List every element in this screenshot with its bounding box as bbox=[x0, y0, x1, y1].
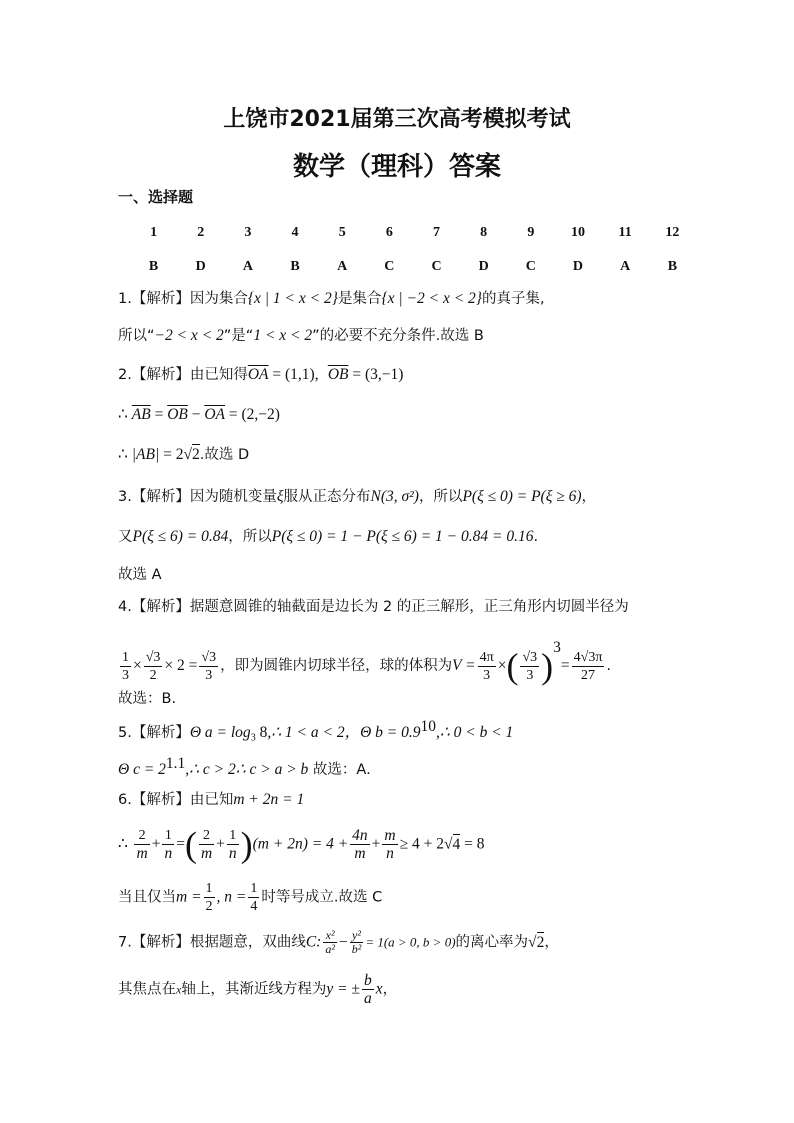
q6-frac2: $\frac{1}{n}$ bbox=[164, 828, 173, 862]
q1-l2-text3: ”的必要不充分条件.故选 B bbox=[312, 328, 484, 344]
answer-letter-6: C bbox=[384, 259, 395, 274]
q6-l3-n: , n = bbox=[216, 888, 247, 906]
q5-math1c: ,∴ 1 < a < 2 bbox=[267, 723, 345, 741]
answer-letter-11: A bbox=[620, 259, 631, 274]
q7-c: C: bbox=[305, 933, 322, 951]
q2-vector-ob: $\overline{OB}$ bbox=[327, 366, 349, 383]
q2-ob-value: = (3,−1) bbox=[348, 366, 404, 383]
q5-log-base: 3 bbox=[250, 732, 256, 744]
q6-l3-frac2: $\frac{1}{4}$ bbox=[250, 881, 258, 914]
answer-number-7: 7 bbox=[433, 225, 441, 240]
answer-number-8: 8 bbox=[480, 225, 488, 240]
answer-number-1: 1 bbox=[150, 225, 158, 240]
q6-tail: ≥ 4 + 2 bbox=[399, 835, 444, 853]
answer-number-5: 5 bbox=[338, 225, 346, 240]
answer-number-11: 11 bbox=[618, 225, 632, 240]
q1-l2-text2: ”是“ bbox=[223, 328, 254, 344]
q1-set-b: {x | −2 < x < 2} bbox=[381, 290, 482, 307]
q6-frac3: $\frac{2}{m}$ bbox=[200, 828, 213, 862]
q2-text: 由已知得 bbox=[189, 367, 248, 383]
answer-number-12: 12 bbox=[665, 225, 680, 240]
q5-l2-math2: ,∴ c > 2∴ c > a > b bbox=[185, 760, 309, 778]
q6-line2 bbox=[118, 824, 718, 867]
q4-times2: × 2 = bbox=[164, 657, 198, 674]
q3-line2 bbox=[118, 527, 718, 547]
q6-l3-text2: 时等号成立.故选 C bbox=[261, 889, 383, 906]
answer-letter-9: C bbox=[525, 259, 536, 274]
answer-letter-12: B bbox=[667, 259, 678, 274]
q3-l2-math1: P(ξ ≤ 6) = 0.84 bbox=[132, 528, 229, 545]
q5-exp: 10 bbox=[420, 718, 436, 735]
q6-eq1: = bbox=[176, 835, 185, 853]
q6-line1 bbox=[118, 790, 718, 810]
q3-text4: ， bbox=[581, 489, 597, 505]
q3-label: 3.【解析】 bbox=[118, 489, 190, 505]
q3-text2: 服从正态分布 bbox=[283, 489, 371, 505]
q2-therefore: ∴ bbox=[118, 406, 132, 423]
q6-text1: 由已知 bbox=[189, 792, 234, 808]
q2-sqrt-arg: 2 bbox=[191, 446, 200, 463]
q6-plus2: + bbox=[216, 835, 225, 853]
q7-l2-x: x bbox=[176, 982, 182, 997]
answer-letter-10: D bbox=[572, 259, 584, 274]
q3-dist: N(3, σ²) bbox=[370, 488, 419, 505]
q5-math2: ，Θ b = 0.9 bbox=[344, 723, 421, 741]
q5-line2 bbox=[118, 754, 718, 780]
q6-plus3: + bbox=[371, 835, 381, 853]
q4-frac5: $\frac{√3}{3}$ bbox=[522, 649, 538, 683]
sqrt-icon: √ bbox=[183, 446, 192, 463]
answer-letter-3: A bbox=[242, 259, 253, 274]
answer-number-3: 3 bbox=[244, 225, 252, 240]
q7-text3: ， bbox=[544, 934, 559, 951]
q6-therefore: ∴ bbox=[118, 835, 128, 853]
exam-title: 上饶市2021届第三次高考模拟考试 bbox=[223, 107, 571, 132]
q1-l2-text1: 所以“ bbox=[118, 328, 155, 344]
q7-label: 7.【解析】 bbox=[118, 934, 190, 951]
q6-plus: + bbox=[151, 835, 161, 853]
q4-frac1: $\frac{1}{3}$ bbox=[122, 649, 129, 683]
q4-frac3: $\frac{√3}{3}$ bbox=[201, 649, 217, 683]
left-paren-icon: ( bbox=[184, 824, 197, 865]
q3-l2-text2: ，所以 bbox=[228, 529, 272, 545]
answer-number-9: 9 bbox=[527, 225, 535, 240]
q4-times: × bbox=[133, 657, 142, 674]
q4-v: V = bbox=[452, 657, 476, 674]
exam-subtitle: 数学（理科）答案 bbox=[292, 152, 501, 182]
answer-number-2: 2 bbox=[197, 225, 205, 240]
q4-times3: × bbox=[497, 657, 507, 674]
q5-l2-math: Θ c = 2 bbox=[118, 760, 166, 778]
q6-l3-text1: 当且仅当 bbox=[118, 889, 176, 906]
q7-line2 bbox=[118, 972, 718, 1012]
q7-line1 bbox=[118, 929, 718, 965]
q5-math1: Θ a = log bbox=[189, 723, 251, 741]
q3-l2-math2: P(ξ ≤ 0) = 1 − P(ξ ≤ 6) = 1 − 0.84 = 0.16 bbox=[271, 528, 534, 545]
q1-label: 1.【解析】 bbox=[118, 291, 190, 307]
q4-line3: 故选：B. bbox=[118, 691, 177, 707]
q1-line2 bbox=[118, 326, 718, 346]
q5-l2-exp: 1.1 bbox=[165, 755, 186, 772]
q2-line3 bbox=[118, 445, 718, 465]
answer-number-6: 6 bbox=[385, 225, 393, 240]
answer-table-numbers-row bbox=[130, 222, 696, 244]
q4-eq: = bbox=[560, 657, 570, 674]
q2-line1 bbox=[118, 365, 718, 385]
q7-text1: 根据题意，双曲线 bbox=[189, 934, 306, 951]
q7-minus: − bbox=[338, 933, 348, 951]
q4-frac6: $\frac{4√3\pi}{27}$ bbox=[573, 649, 603, 683]
q4-line2 bbox=[118, 638, 718, 686]
answer-letter-8: D bbox=[478, 259, 489, 274]
q3-line1 bbox=[118, 487, 718, 507]
q2-minus: − bbox=[187, 406, 205, 423]
q7-l2-text1: 其焦点在 bbox=[118, 981, 176, 998]
answer-letter-1: B bbox=[148, 259, 159, 274]
q7-sqrt-arg: 2 bbox=[536, 933, 545, 951]
q5-l2-text: 故选：A. bbox=[308, 761, 371, 778]
q2-vector-ab: $\overline{AB}$ bbox=[131, 406, 151, 423]
left-paren-icon: ( bbox=[506, 646, 519, 686]
q2-vector-oa2: $\overline{OA}$ bbox=[204, 406, 226, 423]
q7-frac2: $\frac{\text{y²}}{\text{b²}}$ bbox=[351, 928, 362, 956]
q6-tail2: = 8 bbox=[460, 835, 485, 853]
answer-letter-5: A bbox=[337, 259, 348, 274]
q4-text2: ，即为圆锥内切球半径，球的体积为 bbox=[220, 658, 453, 674]
right-paren-icon: ) bbox=[541, 646, 554, 686]
q2-ab-value: = (2,−2) bbox=[225, 406, 280, 423]
q4-line1 bbox=[118, 597, 718, 617]
q7-text2: 的离心率为 bbox=[455, 934, 529, 951]
answer-letter-7: C bbox=[431, 259, 442, 274]
answer-letter-2: D bbox=[195, 259, 206, 274]
sqrt-icon: √ bbox=[528, 933, 537, 951]
q6-l3-m: m = bbox=[176, 888, 202, 906]
q5-line1 bbox=[118, 717, 718, 749]
q6-frac4: $\frac{1}{n}$ bbox=[228, 828, 237, 862]
q7-l2-x2: x bbox=[375, 980, 383, 998]
answer-table-answers-row bbox=[130, 256, 696, 278]
answer-table bbox=[130, 222, 696, 278]
q4-label: 4.【解析】 bbox=[118, 599, 190, 615]
q2-therefore2: ∴ bbox=[118, 446, 132, 463]
answer-letter-4: B bbox=[290, 259, 300, 274]
q7-l2-text2: 轴上，其渐近线方程为 bbox=[181, 981, 327, 998]
q4-end: . bbox=[606, 658, 612, 674]
q6-label: 6.【解析】 bbox=[118, 792, 190, 808]
q6-frac6: $\frac{m}{n}$ bbox=[384, 827, 396, 862]
q6-sqrt-arg: 4 bbox=[452, 835, 461, 853]
q2-vector-oa: $\overline{OA}$ bbox=[247, 366, 269, 383]
q2-eq: = bbox=[150, 406, 168, 423]
q1-l2-math1: −2 < x < 2 bbox=[154, 327, 224, 344]
q3-text1: 因为随机变量 bbox=[189, 489, 277, 505]
q4-text1: 据题意圆锥的轴截面是边长为 2 的正三解形，正三角形内切圆半径为 bbox=[189, 599, 629, 615]
q4-cube: 3 bbox=[553, 639, 561, 656]
q5-math2c: ,∴ 0 < b < 1 bbox=[436, 723, 514, 741]
q6-frac1: $\frac{2}{m}$ bbox=[136, 828, 148, 862]
q2-conclusion: .故选 D bbox=[199, 447, 250, 463]
q7-cond: = 1(a > 0, b > 0) bbox=[365, 934, 456, 950]
answer-number-4: 4 bbox=[291, 225, 299, 240]
q3-eq1: P(ξ ≤ 0) = P(ξ ≥ 6) bbox=[462, 488, 582, 505]
q3-xi: ξ bbox=[276, 488, 284, 505]
q7-l2-frac: $\frac{b}{a}$ bbox=[363, 972, 372, 1007]
q6-line3 bbox=[118, 880, 718, 920]
q4-frac2: $\frac{√3}{2}$ bbox=[145, 649, 161, 683]
q2-abs-ab: |AB| bbox=[131, 446, 160, 463]
q2-eq2: = 2 bbox=[159, 446, 184, 463]
q1-l2-math2: 1 < x < 2 bbox=[253, 327, 313, 344]
q2-line2 bbox=[118, 405, 718, 425]
sqrt-icon: √ bbox=[444, 835, 453, 853]
q6-mid: (m + 2n) = 4 + bbox=[252, 835, 349, 853]
q6-math1: m + 2n = 1 bbox=[233, 791, 305, 808]
section-heading-choice: 一、选择题 bbox=[118, 188, 194, 206]
answer-number-10: 10 bbox=[570, 225, 585, 240]
q7-frac1: $\frac{\text{x²}}{\text{a²}}$ bbox=[325, 928, 335, 956]
q1-line1 bbox=[118, 289, 718, 309]
q7-l2-end: ， bbox=[382, 981, 398, 998]
q6-frac5: $\frac{4n}{m}$ bbox=[352, 827, 368, 862]
right-paren-icon: ) bbox=[240, 824, 253, 865]
q1-text3: 的真子集, bbox=[481, 291, 545, 307]
q2-vector-ob2: $\overline{OB}$ bbox=[167, 406, 188, 423]
q3-l2-text1: 又 bbox=[118, 529, 133, 545]
q1-text2: 是集合 bbox=[337, 291, 382, 307]
q7-l2-y: y = ± bbox=[326, 980, 360, 998]
q2-label: 2.【解析】 bbox=[118, 367, 190, 383]
q2-oa-value: = (1,1), bbox=[268, 366, 319, 383]
q1-text: 因为集合 bbox=[189, 291, 248, 307]
q5-label: 5.【解析】 bbox=[118, 724, 190, 741]
q5-log-arg: 8 bbox=[255, 723, 268, 741]
q6-l3-frac1: $\frac{1}{2}$ bbox=[205, 881, 213, 914]
q3-text3: ，所以 bbox=[418, 489, 463, 505]
q3-l2-text3: . bbox=[533, 529, 539, 545]
q1-set-a: {x | 1 < x < 2} bbox=[247, 290, 338, 307]
q4-frac4: $\frac{4\pi}{3}$ bbox=[479, 649, 494, 683]
q3-line3: 故选 A bbox=[118, 567, 162, 583]
